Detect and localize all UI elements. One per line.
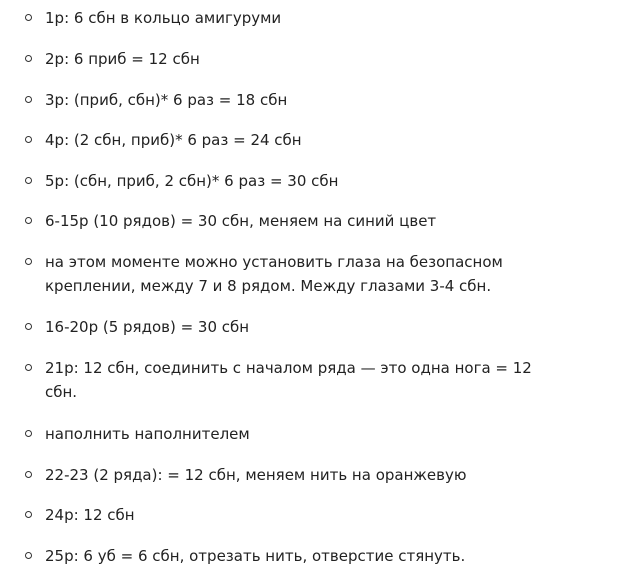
bullet-icon xyxy=(25,471,32,478)
bullet-icon xyxy=(25,552,32,559)
bullet-icon xyxy=(25,364,32,371)
bullet-icon xyxy=(25,96,32,103)
step-text: 2р: 6 приб = 12 сбн xyxy=(45,50,200,68)
bullet-icon xyxy=(25,55,32,62)
step-text: 24р: 12 сбн xyxy=(45,506,135,524)
step-text: 22-23 (2 ряда): = 12 сбн, меняем нить на оранжевую xyxy=(45,466,467,484)
bullet-icon xyxy=(25,511,32,518)
bullet-icon xyxy=(25,14,32,21)
step-text: на этом моменте можно установить глаза на безопасном креплении, между 7 и 8 рядом. Между глазами 3-4 сбн. xyxy=(45,253,503,295)
step-text: наполнить наполнителем xyxy=(45,425,250,443)
step-text: 4р: (2 сбн, приб)* 6 раз = 24 сбн xyxy=(45,131,302,149)
bullet-icon xyxy=(25,177,32,184)
step-text: 5р: (сбн, приб, 2 сбн)* 6 раз = 30 сбн xyxy=(45,172,339,190)
bullet-icon xyxy=(25,217,32,224)
step-text: 1р: 6 сбн в кольцо амигуруми xyxy=(45,9,282,27)
bullet-icon xyxy=(25,323,32,330)
step-text: 16-20р (5 рядов) = 30 сбн xyxy=(45,318,250,336)
bullet-icon xyxy=(25,258,32,265)
bullet-icon xyxy=(25,136,32,143)
step-text: 21р: 12 сбн, соединить с началом ряда — это одна нога = 12 сбн. xyxy=(45,359,532,401)
step-text: 3р: (приб, сбн)* 6 раз = 18 сбн xyxy=(45,91,288,109)
step-text: 25р: 6 уб = 6 сбн, отрезать нить, отверстие стянуть. xyxy=(45,547,466,565)
bullet-icon xyxy=(25,430,32,437)
step-text: 6-15р (10 рядов) = 30 сбн, меняем на синий цвет xyxy=(45,212,437,230)
